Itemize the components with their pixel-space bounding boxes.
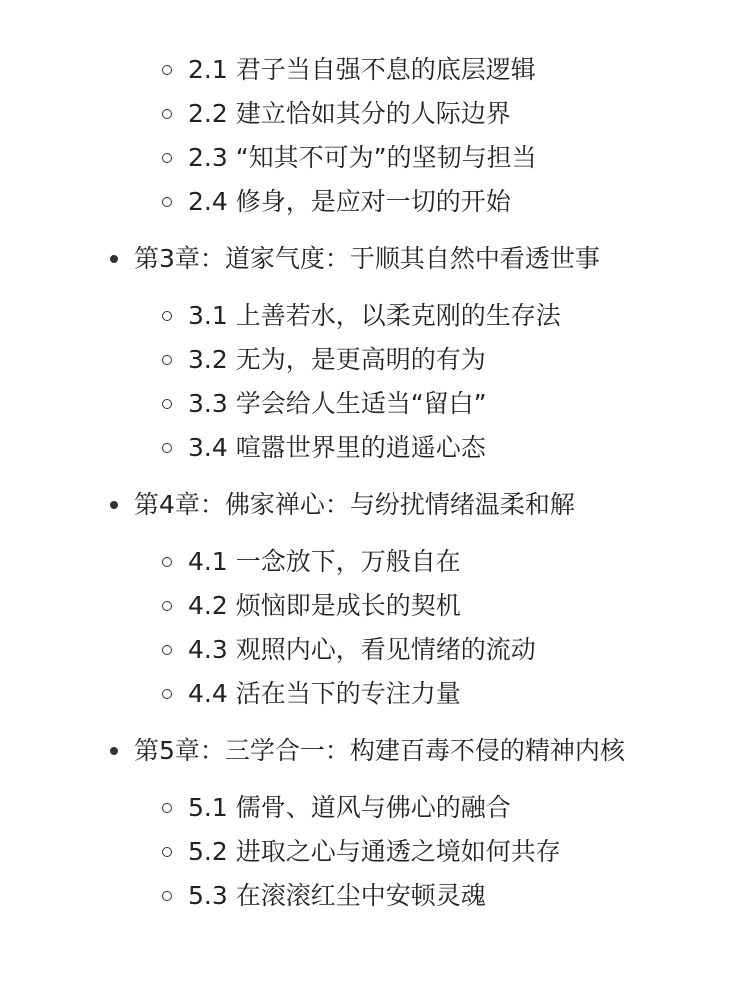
list-item-text: 4.1 一念放下，万般自在 (188, 547, 461, 576)
list-item-text: 2.3 “知其不可为”的坚韧与担当 (188, 143, 537, 172)
hollow-circle-bullet-icon (162, 443, 172, 453)
list-item (188, 138, 537, 178)
list-item (188, 296, 561, 336)
hollow-circle-bullet-icon (162, 311, 172, 321)
list-item (188, 384, 487, 424)
list-item-text: 3.4 喧嚣世界里的逍遥心态 (188, 433, 486, 462)
list-item (188, 586, 461, 626)
list-item-text: 5.1 儒骨、道风与佛心的融合 (188, 793, 511, 822)
hollow-circle-bullet-icon (162, 153, 172, 163)
hollow-circle-bullet-icon (162, 197, 172, 207)
list-item (188, 542, 461, 582)
list-item (188, 428, 486, 468)
list-item (188, 832, 561, 872)
hollow-circle-bullet-icon (162, 109, 172, 119)
hollow-circle-bullet-icon (162, 891, 172, 901)
list-item-text: 4.4 活在当下的专注力量 (188, 679, 461, 708)
hollow-circle-bullet-icon (162, 645, 172, 655)
chapter-heading (134, 239, 600, 279)
list-item (188, 674, 461, 714)
list-item-text: 3.2 无为，是更高明的有为 (188, 345, 486, 374)
hollow-circle-bullet-icon (162, 399, 172, 409)
list-item-text: 5.3 在滚滚红尘中安顿灵魂 (188, 881, 486, 910)
list-item-text: 2.2 建立恰如其分的人际边界 (188, 99, 511, 128)
list-item-text: 5.2 进取之心与通透之境如何共存 (188, 837, 561, 866)
hollow-circle-bullet-icon (162, 601, 172, 611)
list-item (188, 340, 486, 380)
hollow-circle-bullet-icon (162, 65, 172, 75)
chapter-heading (134, 485, 575, 525)
hollow-circle-bullet-icon (162, 557, 172, 567)
list-item-text: 4.3 观照内心，看见情绪的流动 (188, 635, 536, 664)
list-item-text: 3.3 学会给人生适当“留白” (188, 389, 487, 418)
list-item (188, 50, 536, 90)
list-item (188, 630, 536, 670)
list-item-text: 2.1 君子当自强不息的底层逻辑 (188, 55, 536, 84)
chapter-title: 第5章：三学合一：构建百毒不侵的精神内核 (134, 736, 625, 765)
filled-dot-bullet-icon (110, 501, 118, 509)
chapter-heading (134, 731, 625, 771)
hollow-circle-bullet-icon (162, 803, 172, 813)
hollow-circle-bullet-icon (162, 847, 172, 857)
hollow-circle-bullet-icon (162, 355, 172, 365)
hollow-circle-bullet-icon (162, 689, 172, 699)
list-item (188, 94, 511, 134)
filled-dot-bullet-icon (110, 747, 118, 755)
list-item (188, 876, 486, 916)
filled-dot-bullet-icon (110, 255, 118, 263)
list-item (188, 182, 511, 222)
chapter-title: 第3章：道家气度：于顺其自然中看透世事 (134, 244, 600, 273)
chapter-title: 第4章：佛家禅心：与纷扰情绪温柔和解 (134, 490, 575, 519)
list-item-text: 2.4 修身，是应对一切的开始 (188, 187, 511, 216)
list-item-text: 3.1 上善若水，以柔克刚的生存法 (188, 301, 561, 330)
list-item-text: 4.2 烦恼即是成长的契机 (188, 591, 461, 620)
list-item (188, 788, 511, 828)
